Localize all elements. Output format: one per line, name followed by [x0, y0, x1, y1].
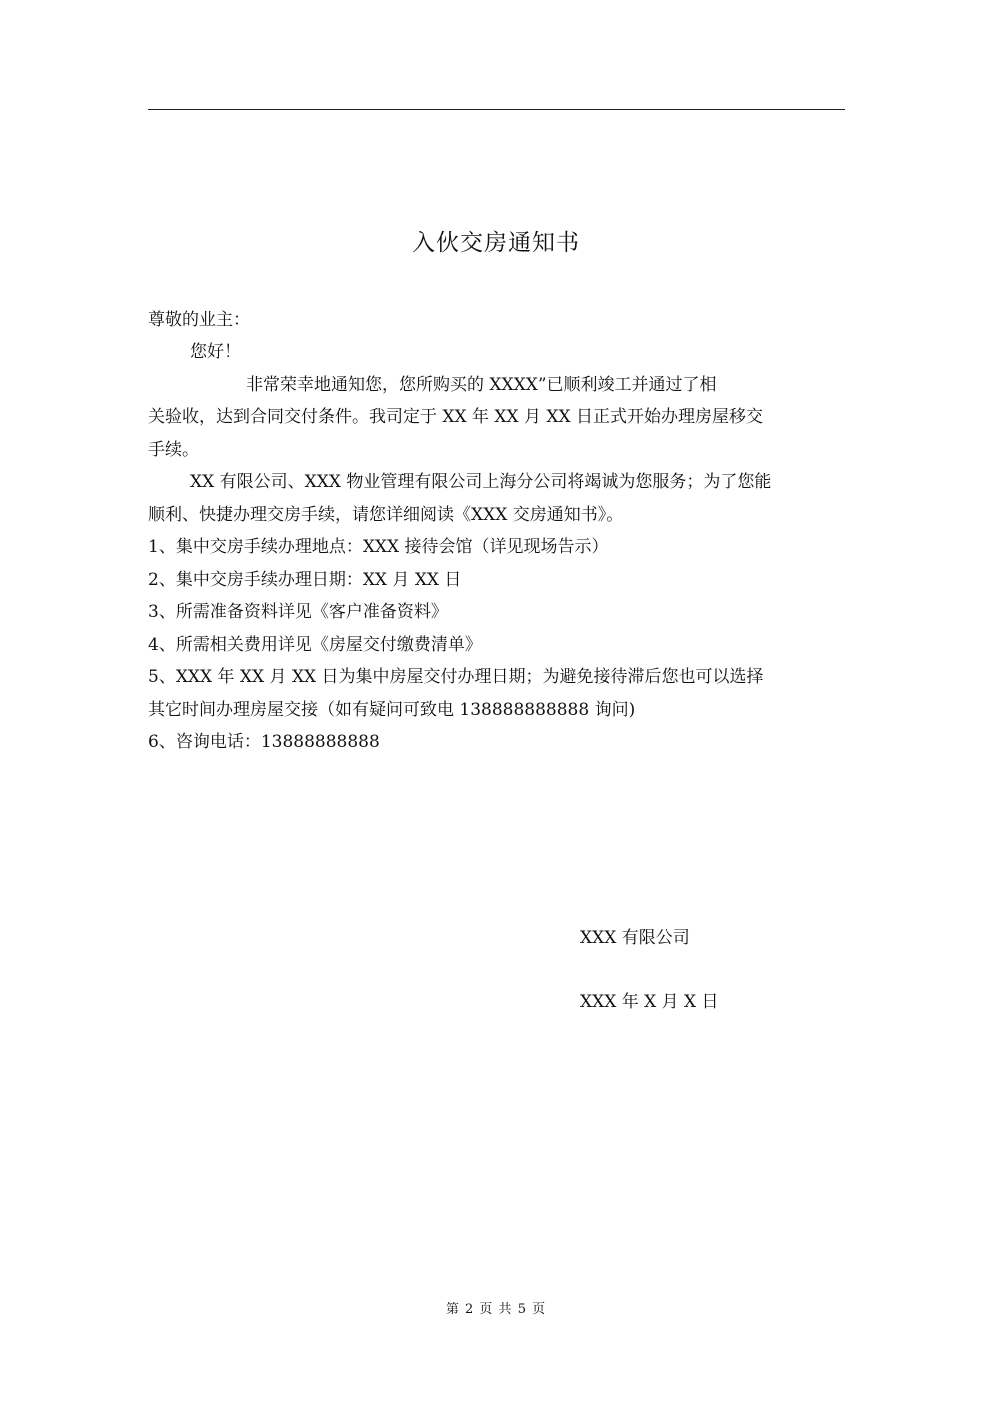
- list-item: 3、所需准备资料详见《客户准备资料》: [148, 602, 448, 622]
- paragraph2-line1: XX 有限公司、XXX 物业管理有限公司上海分公司将竭诚为您服务；为了您能: [190, 472, 772, 492]
- paragraph1-line3: 手续。: [148, 440, 199, 460]
- salutation: 尊敬的业主：: [148, 310, 250, 330]
- paragraph2-line2: 顺利、快捷办理交房手续，请您详细阅读《XXX 交房通知书》。: [148, 505, 624, 525]
- paragraph1-line2: 关验收，达到合同交付条件。我司定于 XX 年 XX 月 XX 日正式开始办理房屋移交: [148, 407, 764, 427]
- list-item: 4、所需相关费用详见《房屋交付缴费清单》: [148, 635, 482, 655]
- list-item: 2、集中交房手续办理日期：XX 月 XX 日: [148, 570, 462, 590]
- signature-date: XXX 年 X 月 X 日: [580, 992, 719, 1012]
- header-rule: [148, 109, 845, 110]
- list-item: 其它时间办理房屋交接（如有疑问可致电 138888888888 询问): [148, 700, 636, 720]
- document-title: 入伙交房通知书: [412, 230, 580, 256]
- page-footer: 第 2 页 共 5 页: [445, 1302, 547, 1317]
- list-item: 6、咨询电话：13888888888: [148, 732, 380, 752]
- list-item: 5、XXX 年 XX 月 XX 日为集中房屋交付办理日期；为避免接待滞后您也可以选择: [148, 667, 764, 687]
- paragraph1-line1: 非常荣幸地通知您，您所购买的 XXXX”已顺利竣工并通过了相: [246, 375, 717, 395]
- signature-company: XXX 有限公司: [580, 928, 690, 948]
- greeting: 您好！: [190, 342, 241, 362]
- list-item: 1、集中交房手续办理地点：XXX 接待会馆（详见现场告示）: [148, 537, 609, 557]
